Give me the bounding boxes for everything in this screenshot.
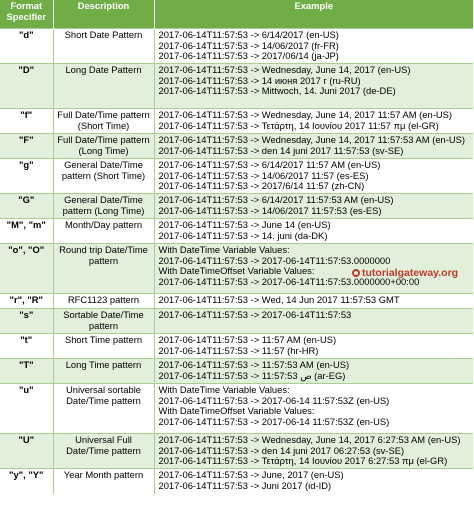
tutorialgateway-logo-icon (352, 269, 360, 277)
description-cell: General Date/Time pattern (Long Time) (53, 194, 154, 219)
example-line: With DateTime Variable Values: (158, 384, 290, 395)
example-line: 2017-06-14T11:57:53 -> 2017-06-14T11:57:53.0000000+00:00 (158, 275, 420, 287)
table-row (0, 359, 473, 384)
example-cell (154, 359, 473, 384)
table-row (0, 309, 473, 334)
header-description: Description (53, 0, 154, 29)
table-row (0, 29, 473, 64)
example-line: 2017-06-14T11:57:53 -> 2017-06-14 11:57:53Z (en-US) (158, 415, 390, 427)
example-line: 2017-06-14T11:57:53 -> 6/14/2017 11:57 AM (en-US) (158, 159, 381, 170)
example-line: 2017-06-14T11:57:53 -> den 14 juni 2017 11:57:53 (sv-SE) (158, 144, 404, 156)
description-cell: General Date/Time pattern (Short Time) (53, 159, 154, 194)
header-example: Example (154, 0, 473, 29)
table-row (0, 134, 473, 159)
format-specifier-cell: "M", "m" (0, 219, 53, 244)
example-cell (154, 434, 473, 469)
example-cell (154, 294, 473, 309)
example-line: 2017-06-14T11:57:53 -> 11:57:53 AM (en-US) (158, 359, 350, 370)
example-line: 2017-06-14T11:57:53 -> Wednesday, June 14, 2017 (en-US) (158, 64, 411, 75)
format-specifier-cell: "U" (0, 434, 53, 469)
header-format-specifier: Format Specifier (0, 0, 53, 29)
example-line: 2017-06-14T11:57:53 -> 6/14/2017 11:57:53 AM (en-US) (158, 194, 394, 205)
format-specifier-cell: "t" (0, 334, 53, 359)
example-cell (154, 159, 473, 194)
example-line: 2017-06-14T11:57:53 -> 6/14/2017 (en-US) (158, 29, 339, 40)
format-specifier-cell: "r", "R" (0, 294, 53, 309)
table-row (0, 194, 473, 219)
example-line: With DateTimeOffset Variable Values: (158, 405, 315, 417)
example-cell (154, 469, 473, 494)
format-specifier-cell: "d" (0, 29, 53, 64)
example-cell (154, 194, 473, 219)
example-line: 2017-06-14T11:57:53 -> Wednesday, June 14, 2017 6:27:53 AM (en-US) (158, 434, 461, 445)
table-body (0, 29, 473, 494)
description-cell: Year Month pattern (53, 469, 154, 494)
example-line: 2017-06-14T11:57:53 -> Juni 2017 (id-ID) (158, 479, 332, 491)
example-line: 2017-06-14T11:57:53 -> Mittwoch, 14. Juni 2017 (de-DE) (158, 85, 396, 97)
example-cell (154, 309, 473, 334)
example-line: 2017-06-14T11:57:53 -> 11:57 AM (en-US) (158, 334, 337, 345)
example-line: 2017-06-14T11:57:53 -> 11:57:53 ص (ar-EG) (158, 369, 346, 381)
table-row (0, 219, 473, 244)
description-cell: Full Date/Time pattern (Short Time) (53, 109, 154, 134)
example-line: With DateTimeOffset Variable Values: (158, 265, 315, 277)
description-cell: Month/Day pattern (53, 219, 154, 244)
format-specifier-cell: "o", "O" (0, 244, 53, 294)
table-row (0, 294, 473, 309)
table-row (0, 384, 473, 434)
format-specifier-cell: "s" (0, 309, 53, 334)
description-cell: Sortable Date/Time pattern (53, 309, 154, 334)
example-line: 2017-06-14T11:57:53 -> 14 июня 2017 г (ru-RU) (158, 74, 361, 86)
format-specifier-cell: "g" (0, 159, 53, 194)
example-line: 2017-06-14T11:57:53 -> 2017-06-14T11:57:53.0000000 (158, 254, 391, 266)
example-cell (154, 334, 473, 359)
example-line: 2017-06-14T11:57:53 -> Wed, 14 Jun 2017 11:57:53 GMT (158, 294, 400, 305)
watermark (352, 267, 458, 279)
format-specifier-cell: "F" (0, 134, 53, 159)
format-specifier-cell: "T" (0, 359, 53, 384)
example-line: 2017-06-14T11:57:53 -> den 14 juni 2017 06:27:53 (sv-SE) (158, 444, 405, 456)
table-row (0, 159, 473, 194)
description-cell: Long Date Pattern (53, 64, 154, 109)
example-cell (154, 384, 473, 434)
description-cell: Round trip Date/Time pattern (53, 244, 154, 294)
example-line: 2017-06-14T11:57:53 -> 2017/6/14 11:57 (zh-CN) (158, 180, 365, 192)
example-line: 2017-06-14T11:57:53 -> 14/06/2017 (fr-FR) (158, 39, 339, 51)
example-cell (154, 29, 473, 64)
example-line: 2017-06-14T11:57:53 -> 11:57 (hr-HR) (158, 344, 319, 356)
description-cell: Short Date Pattern (53, 29, 154, 64)
example-line: 2017-06-14T11:57:53 -> 14. juni (da-DK) (158, 229, 328, 241)
description-cell: Short Time pattern (53, 334, 154, 359)
example-line: 2017-06-14T11:57:53 -> Τετάρτη, 14 Ιουνίου 2017 11:57 πμ (el-GR) (158, 119, 439, 131)
table-row (0, 334, 473, 359)
example-line: 2017-06-14T11:57:53 -> 2017-06-14T11:57:53 (158, 309, 352, 320)
description-cell: Universal Full Date/Time pattern (53, 434, 154, 469)
description-cell: RFC1123 pattern (53, 294, 154, 309)
example-line: 2017-06-14T11:57:53 -> 14/06/2017 11:57:53 (es-ES) (158, 204, 382, 216)
example-line: 2017-06-14T11:57:53 -> Τετάρτη, 14 Ιουνίου 2017 6:27:53 πμ (el-GR) (158, 455, 448, 467)
table-header-row (0, 0, 473, 29)
description-cell: Universal sortable Date/Time pattern (53, 384, 154, 434)
example-line: 2017-06-14T11:57:53 -> June, 2017 (en-US) (158, 469, 344, 480)
table-row (0, 434, 473, 469)
format-specifier-cell: "D" (0, 64, 53, 109)
format-specifier-cell: "u" (0, 384, 53, 434)
example-line: 2017-06-14T11:57:53 -> Wednesday, June 14, 2017 11:57 AM (en-US) (158, 109, 452, 120)
example-cell (154, 64, 473, 109)
example-cell (154, 219, 473, 244)
example-cell (154, 109, 473, 134)
example-line: 2017-06-14T11:57:53 -> Wednesday, June 14, 2017 11:57:53 AM (en-US) (158, 134, 466, 145)
table-row (0, 469, 473, 494)
example-line: 2017-06-14T11:57:53 -> 14/06/2017 11:57 (es-ES) (158, 169, 369, 181)
watermark-text: tutorialgateway.org (362, 267, 459, 279)
example-line: 2017-06-14T11:57:53 -> 2017/06/14 (ja-JP) (158, 50, 339, 62)
format-specifier-cell: "f" (0, 109, 53, 134)
example-line: 2017-06-14T11:57:53 -> June 14 (en-US) (158, 219, 331, 230)
table-row (0, 109, 473, 134)
table-row (0, 64, 473, 109)
example-line: 2017-06-14T11:57:53 -> 2017-06-14 11:57:53Z (en-US) (158, 394, 390, 406)
description-cell: Long Time pattern (53, 359, 154, 384)
format-specifier-cell: "y", "Y" (0, 469, 53, 494)
example-cell (154, 134, 473, 159)
description-cell: Full Date/Time pattern (Long Time) (53, 134, 154, 159)
example-line: With DateTime Variable Values: (158, 244, 290, 255)
format-specifier-cell: "G" (0, 194, 53, 219)
